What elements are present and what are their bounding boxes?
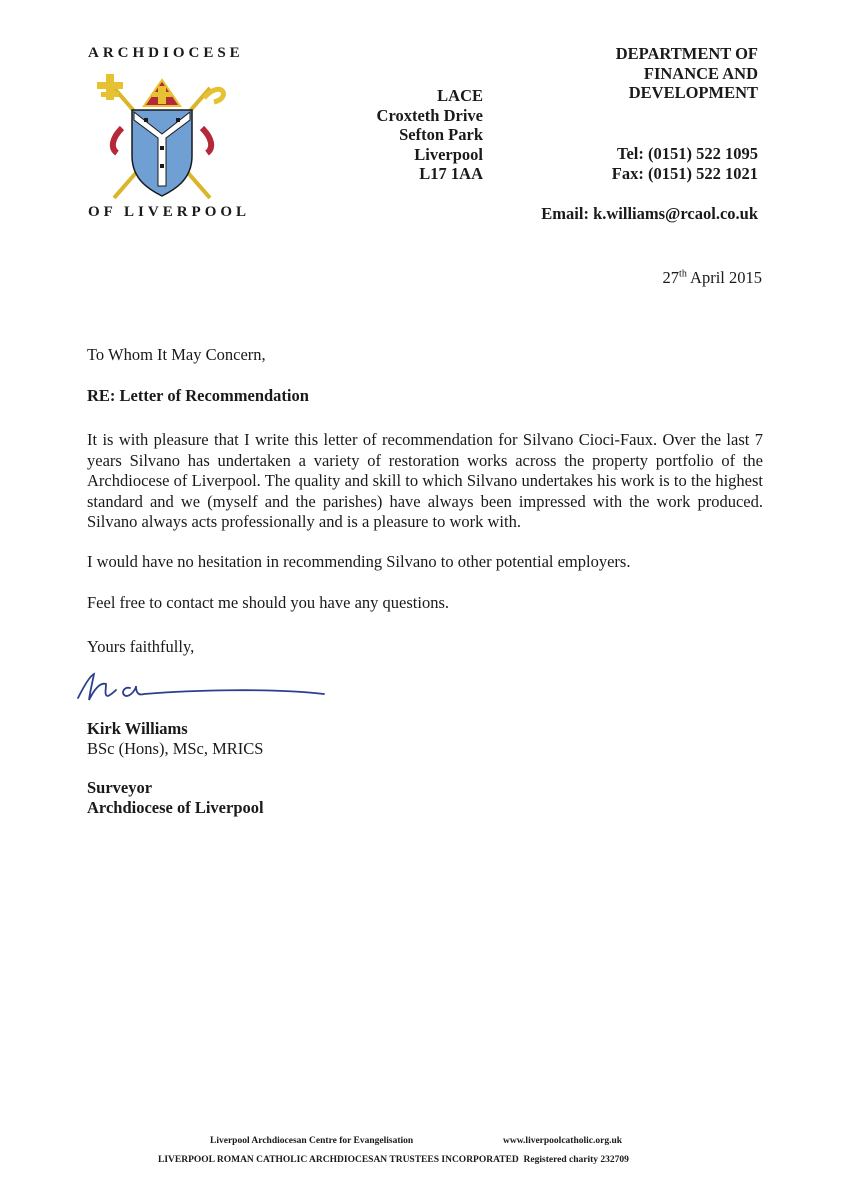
address-line: Liverpool [414, 144, 483, 164]
archdiocese-crest-logo [92, 68, 232, 204]
fax-number: Fax: (0151) 522 1021 [611, 164, 758, 183]
letter-date [560, 268, 762, 288]
date-day: 27 [662, 268, 680, 287]
crest-title-bottom: OF LIVERPOOL [88, 204, 251, 220]
footer-website: www.liverpoolcatholic.org.uk [503, 1136, 623, 1146]
closing: Yours faithfully, [87, 637, 195, 656]
department-line: DEVELOPMENT [628, 83, 758, 102]
department-line: DEPARTMENT OF [615, 44, 758, 63]
signatory-role: Surveyor [87, 778, 153, 797]
date-rest: April 2015 [686, 268, 762, 287]
footer-charity-number: Registered charity 232709 [523, 1155, 629, 1165]
email-address: Email: k.williams@rcaol.co.uk [541, 204, 758, 223]
address-line: L17 1AA [419, 164, 483, 183]
subject-line: RE: Letter of Recommendation [87, 386, 309, 405]
address-line: Croxteth Drive [376, 105, 483, 125]
telephone-number: Tel: (0151) 522 1095 [616, 144, 758, 163]
crest-title-top: ARCHDIOCESE [88, 45, 244, 61]
address-line: Sefton Park [399, 125, 483, 144]
handwritten-signature [72, 668, 332, 708]
date-suffix: th [679, 268, 687, 280]
body-paragraph: It is with pleasure that I write this letter of recommendation for Silvano Cioci-Faux. Over the last 7 years Silvano has undertaken a variety of restoration works across the property portfolio of the Archdiocese of Liverpool. The quality and skill to which Silvano undertakes his work is to the highest standard and we (myself and the parishes) have always been impressed with the work produced. Silvano always acts professionally and is a pleasure to work with. [87, 430, 763, 531]
footer-centre-name: Liverpool Archdiocesan Centre for Evangelisation [210, 1136, 414, 1146]
salutation: To Whom It May Concern, [87, 345, 266, 364]
signatory-organisation: Archdiocese of Liverpool [87, 798, 264, 817]
signatory-qualifications: BSc (Hons), MSc, MRICS [87, 739, 264, 758]
department-heading [540, 44, 758, 103]
sender-address [340, 86, 505, 184]
signatory-name: Kirk Williams [87, 719, 188, 738]
body-paragraph: I would have no hesitation in recommending Silvano to other potential employers. [87, 552, 631, 571]
body-paragraph: Feel free to contact me should you have any questions. [87, 593, 449, 612]
address-line: LACE [437, 86, 483, 105]
department-line: FINANCE AND [643, 63, 758, 83]
footer-trustees-name: LIVERPOOL ROMAN CATHOLIC ARCHDIOCESAN TRUSTEES INCORPORATED [158, 1155, 519, 1165]
footer-trustees [158, 1155, 629, 1165]
